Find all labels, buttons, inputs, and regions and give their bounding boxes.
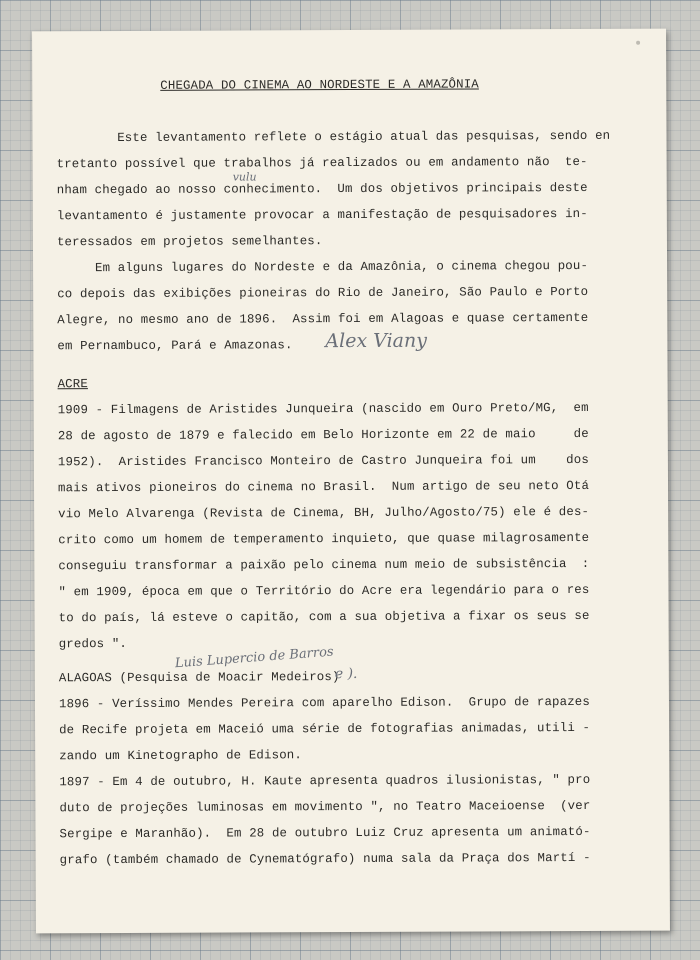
- text-line: to do país, lá esteve o capitão, com a sua objetiva a fixar os seus se: [58, 608, 590, 626]
- document-page: [32, 29, 670, 934]
- text-line: 1896 - Veríssimo Mendes Pereira com aparelho Edison. Grupo de rapazes: [58, 694, 590, 712]
- text-line: " em 1909, época em que o Território do Acre era legendário para o res: [58, 582, 590, 600]
- text-line: Este levantamento reflete o estágio atual das pesquisas, sendo en: [56, 128, 611, 146]
- handwritten-note: Luis Lupercio de Barros: [174, 644, 335, 672]
- section-heading-acre: ACRE: [57, 377, 88, 392]
- text-line: 1897 - Em 4 de outubro, H. Kaute apresenta quadros ilusionistas, " pro: [59, 772, 591, 790]
- handwritten-suffix: e ).: [334, 665, 358, 683]
- text-line: nham chegado ao nosso conhecimento. Um dos objetivos principais deste: [56, 180, 588, 198]
- handwritten-insertion: vulu: [232, 170, 257, 184]
- text-line: duto de projeções luminosas em movimento ", no Teatro Maceioense (ver: [59, 798, 591, 816]
- text-line: co depois das exibições pioneiras do Rio de Janeiro, São Paulo e Porto: [57, 284, 589, 302]
- text-line: 1909 - Filmagens de Aristides Junqueira (nascido em Ouro Preto/MG, em: [57, 400, 589, 418]
- text-line: em Pernambuco, Pará e Amazonas.: [57, 338, 293, 354]
- text-line: Alegre, no mesmo ano de 1896. Assim foi em Alagoas e quase certamente: [57, 310, 589, 328]
- punch-mark: [636, 41, 640, 45]
- text-line: mais ativos pioneiros do cinema no Brasil. Num artigo de seu neto Otá: [57, 478, 590, 496]
- text-line: gredos ".: [58, 636, 128, 652]
- text-line: zando um Kinetographo de Edison.: [59, 748, 302, 764]
- text-line: Em alguns lugares do Nordeste e da Amazônia, o cinema chegou pou-: [57, 258, 589, 276]
- text-line: de Recife projeta em Maceió uma série de fotografias animadas, utili -: [59, 720, 591, 738]
- text-line: crito como um homem de temperamento inquieto, que quase milagrosamente: [58, 530, 590, 548]
- text-line: conseguiu transformar a paixão pelo cinema num meio de subsistência :: [58, 556, 590, 574]
- text-line: Sergipe e Maranhão). Em 28 de outubro Luiz Cruz apresenta um animató-: [59, 824, 591, 842]
- text-line: teressados em projetos semelhantes.: [56, 234, 323, 250]
- text-line: vio Melo Alvarenga (Revista de Cinema, BH, Julho/Agosto/75) ele é des-: [58, 504, 590, 522]
- text-line: levantamento é justamente provocar a manifestação de pesquisadores in-: [56, 206, 588, 224]
- text-line: 1952). Aristides Francisco Monteiro de Castro Junqueira foi um dos: [57, 452, 589, 470]
- section-heading-alagoas: ALAGOAS (Pesquisa de Moacir Medeiros): [58, 670, 340, 686]
- text-line: 28 de agosto de 1879 e falecido em Belo Horizonte em 22 de maio de: [57, 426, 589, 444]
- handwritten-name: Alex Viany: [325, 329, 427, 353]
- document-title: CHEGADA DO CINEMA AO NORDESTE E A AMAZÔNIA: [160, 77, 479, 93]
- text-line: grafo (também chamado de Cynematógrafo) numa sala da Praça dos Martí -: [59, 850, 591, 868]
- text-line: tretanto possível que trabalhos já realizados ou em andamento não te-: [56, 154, 588, 172]
